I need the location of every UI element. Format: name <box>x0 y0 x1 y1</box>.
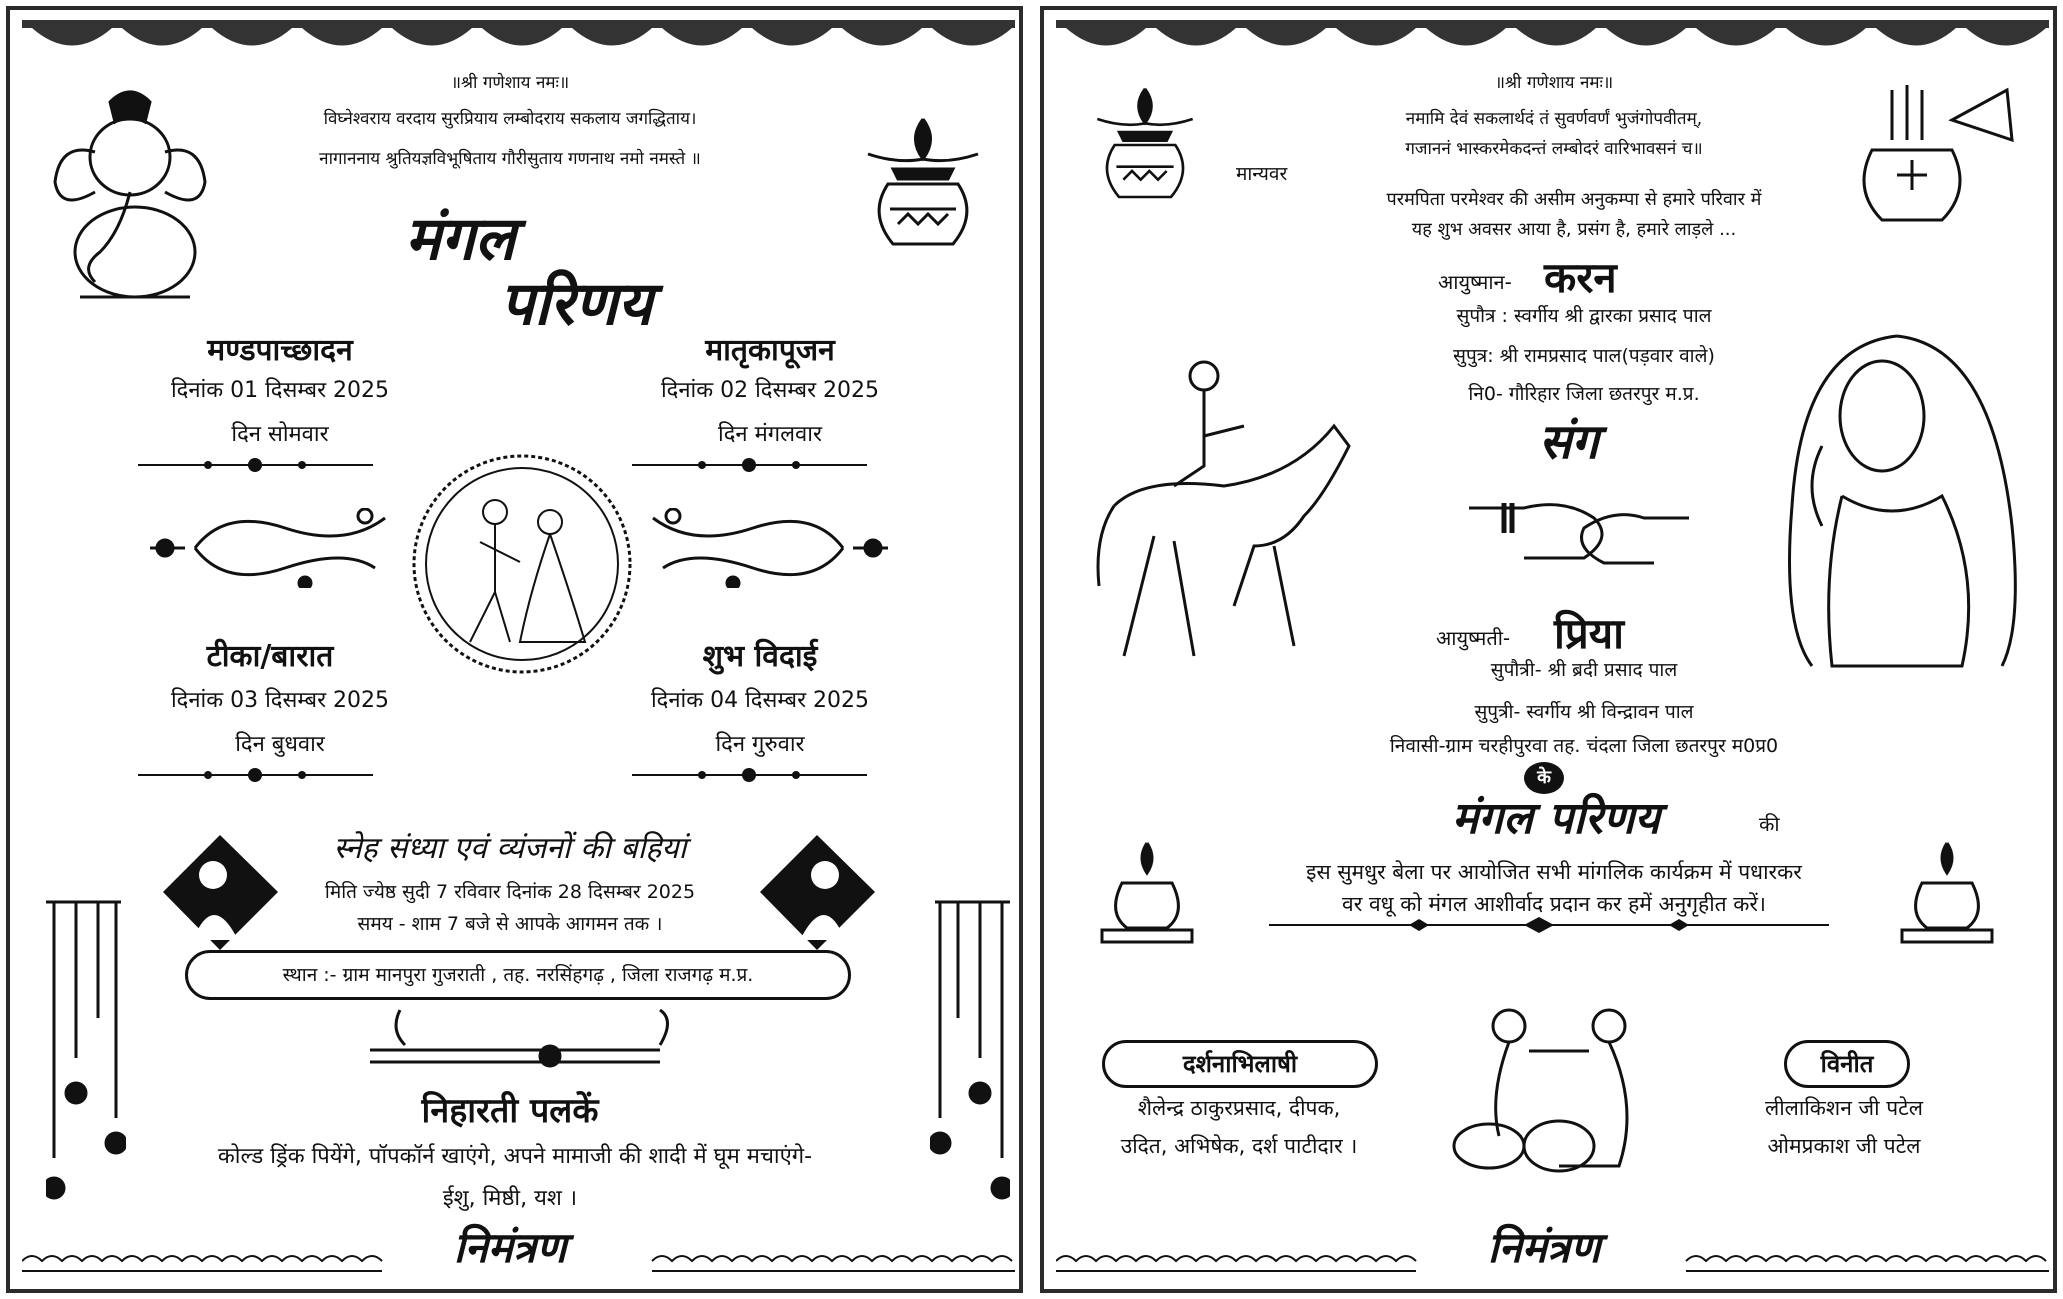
groom-on-horse-image <box>1084 346 1364 676</box>
kids-line-1: कोल्ड ड्रिंक पियेंगे, पॉपकॉर्न खाएंगे, अपने मामाजी की शादी में घूम मचाएंगे- <box>217 1144 813 1169</box>
event-1-day: दिन सोमवार <box>231 422 329 447</box>
reception-time: समय - शाम 7 बजे से आपके आगमन तक । <box>357 913 663 935</box>
kalash-icon <box>848 114 998 254</box>
bride-image <box>1762 326 2032 676</box>
reception-heading: स्नेह संध्या एवं व्यंजनों की बहियां <box>333 831 687 866</box>
divider-ornament <box>1269 914 1829 936</box>
flute-icon <box>360 1000 680 1080</box>
groom-line-1: सुपौत्र : स्वर्गीय श्री द्वारका प्रसाद पाल <box>1456 305 1712 327</box>
invocation-text: ॥श्री गणेशाय नमः॥ <box>450 73 570 93</box>
handshake-icon <box>1464 478 1694 578</box>
kids-heading: निहारती पलकें <box>421 1091 599 1131</box>
groom-prefix: आयुष्मान- <box>1438 270 1512 294</box>
event-4-name: शुभ विदाई <box>702 639 818 674</box>
darshanabhilashi-line-2: उदित, अभिषेक, दर्श पाटीदार । <box>1120 1134 1358 1158</box>
divider-ornament <box>632 454 867 476</box>
scallop-border-top <box>22 18 1015 70</box>
ganesha-icon <box>40 82 220 312</box>
scallop-border-top <box>1056 18 2049 70</box>
hanging-bells-left <box>46 898 126 1228</box>
shloka-line-2: नागाननाय श्रुतियज्ञविभूषिताय गौरीसुताय गणनाथ नमो नमस्ते ॥ <box>319 149 701 169</box>
reception-date: मिति ज्येष्ठ सुदी 7 रविवार दिनांक 28 दिसम्बर 2025 <box>324 881 696 903</box>
bride-line-3: निवासी-ग्राम चरहीपुरवा तह. चंदला जिला छतरपुर म0प्र0 <box>1389 735 1779 757</box>
event-2-name: मातृकापूजन <box>705 333 835 368</box>
shehnai-kalash-icon <box>1832 80 2017 230</box>
chef-icon <box>158 830 283 955</box>
vineet-box <box>1784 1040 1910 1088</box>
ki-text: की <box>1759 812 1780 836</box>
invitation-card-right <box>1040 6 2057 1293</box>
blessing-line-1: इस सुमधुर बेला पर आयोजित सभी मांगलिक कार्यक्रम में पधारकर <box>1306 860 1802 884</box>
bride-line-1: सुपौत्री- श्री ब्रदी प्रसाद पाल <box>1490 659 1678 681</box>
kalash-icon <box>1080 80 1210 210</box>
venue-box <box>185 950 851 1000</box>
event-1-date: दिनांक 01 दिसम्बर 2025 <box>170 378 390 403</box>
venue-text: स्थान :- ग्राम मानपुरा गुजराती , तह. नरसिंहगढ़ , जिला राजगढ़ म.प्र. <box>282 964 754 986</box>
title-mangal: मंगल <box>405 204 516 274</box>
vineet-title: विनीत <box>1820 1050 1874 1078</box>
title-parinay: परिणय <box>500 269 653 339</box>
divider-ornament <box>138 454 373 476</box>
musicians-image <box>1449 996 1679 1176</box>
intro-line-1: परमपिता परमेश्वर की असीम अनुकम्पा से हमारे परिवार में <box>1386 189 1762 210</box>
sang-text: संग <box>1539 414 1599 470</box>
shloka-line-1: विघ्नेश्वराय वरदाय सुरप्रियाय लम्बोदराय सकलाय जगद्धिताय। <box>323 109 697 129</box>
shloka-line-2: गजाननं भास्करमेकदन्तं लम्बोदरं वारिभावसनं च॥ <box>1405 139 1703 159</box>
paisley-ornament-right <box>643 508 893 588</box>
groom-line-3: नि0- गौरिहार जिला छतरपुर म.प्र. <box>1468 383 1700 405</box>
event-4-day: दिन गुरुवार <box>715 732 805 757</box>
shloka-line-1: नमामि देवं सकलार्थदं तं सुवर्णवर्णं भुजंगोपवीतम्, <box>1405 109 1703 129</box>
ke-badge: के <box>1524 762 1564 794</box>
darshanabhilashi-line-1: शैलेन्द्र ठाकुरप्रसाद, दीपक, <box>1137 1096 1341 1120</box>
divider-ornament <box>138 764 373 786</box>
invitation-card-left <box>6 6 1023 1293</box>
event-2-day: दिन मंगलवार <box>718 422 822 447</box>
event-2-date: दिनांक 02 दिसम्बर 2025 <box>660 378 880 403</box>
groom-name: करन <box>1544 253 1617 302</box>
mangal-parinay-title: मंगल परिणय <box>1452 793 1660 844</box>
chef-icon <box>755 830 880 955</box>
darshanabhilashi-box <box>1102 1040 1378 1088</box>
event-3-name: टीका/बारात <box>206 639 334 674</box>
paisley-ornament-left <box>145 508 395 588</box>
hanging-bells-right <box>930 898 1010 1228</box>
om-kalash-icon <box>1092 838 1202 948</box>
bride-prefix: आयुष्मती- <box>1436 626 1511 650</box>
vineet-line-1: लीलाकिशन जी पटेल <box>1765 1096 1923 1120</box>
footer-nimantran: निमंत्रण <box>453 1223 567 1272</box>
event-3-date: दिनांक 03 दिसम्बर 2025 <box>170 688 390 713</box>
couple-medallion-image <box>410 452 635 677</box>
salutation: मान्यवर <box>1236 163 1288 185</box>
bride-line-2: सुपुत्री- स्वर्गीय श्री विन्द्रावन पाल <box>1474 701 1694 723</box>
event-1-name: मण्डपाच्छादन <box>207 333 353 368</box>
intro-line-2: यह शुभ अवसर आया है, प्रसंग है, हमारे लाड़ले ... <box>1411 219 1737 240</box>
bride-name: प्रिया <box>1554 609 1625 658</box>
blessing-line-2: वर वधू को मंगल आशीर्वाद प्रदान कर हमें अनुगृहीत करें। <box>1342 892 1766 916</box>
vineet-line-2: ओमप्रकाश जी पटेल <box>1767 1134 1921 1158</box>
event-4-date: दिनांक 04 दिसम्बर 2025 <box>650 688 870 713</box>
groom-line-2: सुपुत्र: श्री रामप्रसाद पाल(पड़वार वाले) <box>1453 345 1715 367</box>
divider-ornament <box>632 764 867 786</box>
event-3-day: दिन बुधवार <box>235 732 325 757</box>
kids-line-2: ईशु, मिष्ठी, यश । <box>442 1186 578 1211</box>
invocation-text: ॥श्री गणेशाय नमः॥ <box>1494 73 1614 93</box>
footer-nimantran: निमंत्रण <box>1487 1223 1601 1272</box>
darshanabhilashi-title: दर्शनाभिलाषी <box>1182 1050 1298 1078</box>
